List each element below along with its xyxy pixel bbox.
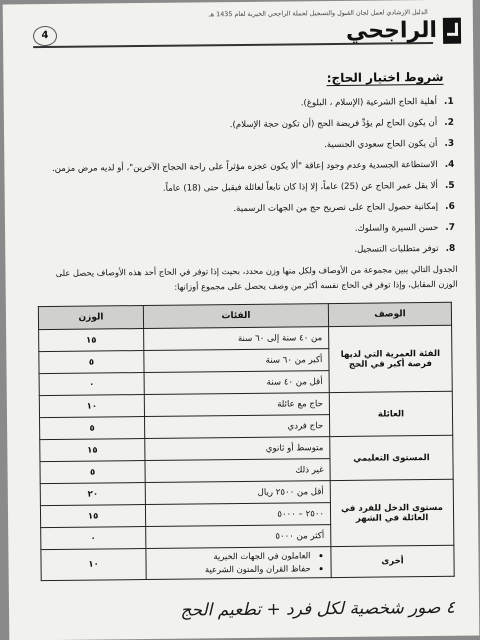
running-header: الدليل الإرشادي لعمل لجان القبول والتسجيل لحملة الراجحي الخيرية لعام 1435 هـ	[208, 8, 428, 19]
table-row	[40, 479, 453, 505]
conditions-list	[44, 92, 456, 264]
logo-mark-icon	[443, 18, 461, 44]
handwritten-note: ٤ صور شخصية لكل فرد + تطعيم الحج	[180, 597, 456, 621]
category-other: أخرى	[331, 545, 454, 577]
section-title: شروط اختيار الحاج:	[326, 69, 444, 86]
weight-cell: ١٥	[39, 329, 144, 352]
header-category: الوصف	[328, 302, 451, 326]
weight-cell: ١٥	[40, 505, 145, 528]
page-number: 4	[33, 26, 57, 46]
option-cell: من ٤٠ سنة إلى ٦٠ سنة	[144, 327, 329, 351]
weight-cell: ١٠	[41, 549, 146, 581]
option-cell: ٢٥٠٠ – ٥٠٠٠	[145, 503, 330, 527]
condition-item: 7. حسن السيرة والسلوك.	[354, 222, 456, 234]
option-cell: متوسط أو ثانوي	[145, 437, 330, 461]
weight-cell: ١٠	[39, 395, 144, 418]
weights-table	[38, 302, 455, 581]
table-intro	[27, 262, 457, 297]
category-age: الفئة العمرية التي لديها فرصة أكبر في الحج	[329, 325, 453, 392]
condition-item: 1. أهلية الحاج الشرعية (الإسلام ، البلوغ).	[300, 96, 454, 109]
condition-item: 4. الاستطاعة الجسدية وعدم وجود إعاقة "ألا يكون عجزه مؤثراً على راحة الحجاج الآخرين"، أو لديه مرض مزمن.	[51, 159, 455, 174]
condition-item: 2. أن يكون الحاج لم يؤدِّ فريضة الحج (أن تكون حجة الإسلام).	[229, 117, 454, 131]
option-cell: حاج مع عائلة	[144, 393, 329, 417]
intro-line: الوزن المقابل، وإذا توفر في الحاج نفسه أكثر من وصف يحصل على مجموع أوزانها:	[174, 278, 458, 292]
weight-cell: ٠	[39, 373, 144, 396]
weight-cell: ٥	[40, 417, 145, 440]
option-cell	[146, 547, 331, 580]
table-row	[39, 391, 452, 417]
table-row	[41, 545, 454, 580]
intro-line: الجدول التالي يبين مجموعة من الأوصاف ولكل منها وزن محدد، بحيث إذا توفر في الحاج أحد هذه الأوصاف يحصل على	[55, 263, 458, 278]
table-row	[39, 325, 452, 351]
list-item: • حفاظ القران والمتون الشرعية	[153, 562, 311, 577]
condition-item: 6. إمكانية حصول الحاج على تصريح حج من الجهات الرسمية.	[233, 201, 455, 215]
category-family: العائلة	[329, 391, 452, 436]
table-row	[40, 435, 453, 461]
weight-cell: ٠	[41, 527, 146, 550]
option-cell: أقل من ٤٠ سنة	[144, 371, 329, 395]
condition-item: 3. أن يكون الحاج سعودي الجنسية.	[324, 138, 455, 151]
condition-item: 5. ألا يقل عمر الحاج عن (25) عاماً، إلا إذا كان تابعاً لعائلة فيقبل حتى (18) عاماً.	[162, 180, 455, 194]
header-options: الفئات	[143, 304, 328, 329]
weight-cell: ٢٠	[40, 483, 145, 506]
weight-cell: ١٥	[40, 439, 145, 462]
option-cell: أكثر من ٥٠٠٠	[146, 525, 331, 549]
option-cell: غير ذلك	[145, 459, 330, 483]
weight-cell: ٥	[39, 351, 144, 374]
logo-text: الراجحي	[345, 17, 438, 44]
list-item: • العاملون في الجهات الخيرية	[152, 549, 310, 564]
alrajhi-logo	[345, 14, 461, 49]
option-cell: أقل من ٢٥٠٠ ريال	[145, 481, 330, 505]
option-cell: حاج فردي	[145, 415, 330, 439]
option-cell: أكبر من ٦٠ سنة	[144, 349, 329, 373]
document-page	[3, 0, 480, 640]
condition-item: 8. توفر متطلبات التسجيل.	[354, 243, 456, 255]
category-income: مستوى الدخل للفرد في العائلة في الشهر	[330, 479, 454, 546]
other-options-list	[152, 549, 324, 577]
category-education: المستوى التعليمي	[330, 435, 453, 480]
weight-cell: ٥	[40, 461, 145, 484]
header-weight: الوزن	[38, 306, 143, 330]
